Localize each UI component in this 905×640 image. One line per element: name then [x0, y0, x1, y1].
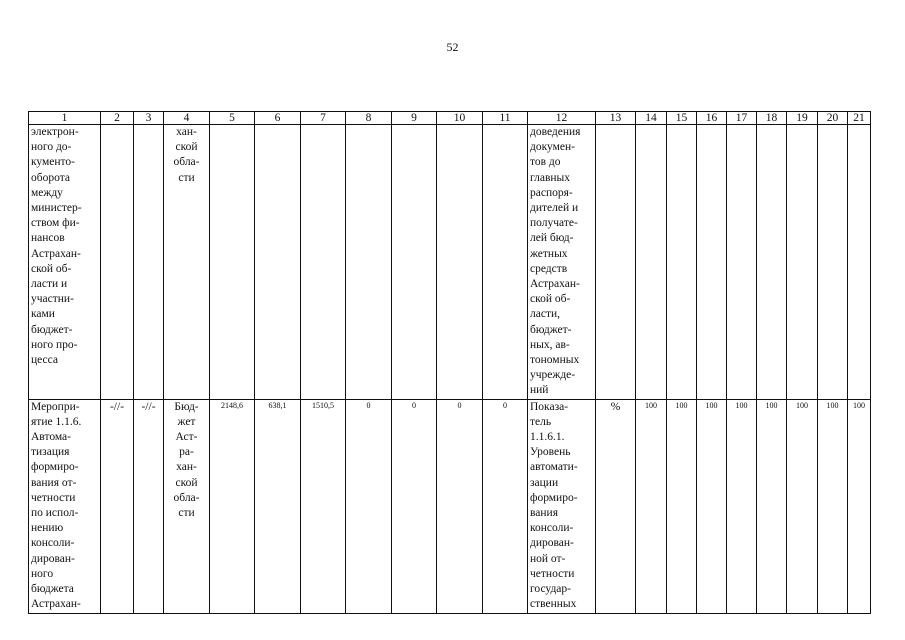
column-header: 15	[667, 112, 697, 125]
target-value-cell: 100	[787, 399, 818, 613]
column-header: 7	[301, 112, 346, 125]
table-cell	[210, 125, 255, 400]
indicator-cell: Показа- тель 1.1.6.1. Уровень автомати- зации формиро- вания консоли- дирован- ной от- четности государ- ственных	[528, 399, 596, 613]
table-row	[29, 125, 871, 400]
column-header: 21	[848, 112, 871, 125]
table-cell	[757, 125, 787, 400]
executor-cell: -//-	[101, 399, 134, 613]
program-table	[28, 111, 871, 614]
table-cell	[301, 125, 346, 400]
table-cell	[848, 125, 871, 400]
indicator-cell: доведения докумен- тов до главных распоря- дителей и получате- лей бюд- жетных средств Астрахан- ской об- ласти, бюджет- ных, ав- тономных учрежде- ний	[528, 125, 596, 400]
table-cell	[101, 125, 134, 400]
column-header: 18	[757, 112, 787, 125]
amount-cell: 0	[346, 399, 392, 613]
header-row	[29, 112, 871, 125]
column-header: 17	[727, 112, 757, 125]
term-cell: -//-	[134, 399, 164, 613]
target-value-cell: 100	[636, 399, 667, 613]
column-header: 4	[164, 112, 210, 125]
column-header: 13	[596, 112, 636, 125]
column-header: 2	[101, 112, 134, 125]
amount-cell: 0	[437, 399, 483, 613]
column-header: 5	[210, 112, 255, 125]
target-value-cell: 100	[727, 399, 757, 613]
event-name-cell: Меропри- ятие 1.1.6. Автома- тизация формиро- вания от- четности по испол- нению консоли- дирован- ного бюджета Астрахан-	[29, 399, 101, 613]
column-header: 6	[255, 112, 301, 125]
event-name-cell: электрон- ного до- кументо- оборота между министер- ством фи- нансов Астрахан- ской об- ласти и участни- ками бюджет- ного про- цесса	[29, 125, 101, 400]
table-cell	[346, 125, 392, 400]
table-cell	[596, 125, 636, 400]
amount-cell: 0	[483, 399, 528, 613]
column-header: 11	[483, 112, 528, 125]
table-cell	[636, 125, 667, 400]
table-cell	[134, 125, 164, 400]
funding-source-cell: хан- ской обла- сти	[164, 125, 210, 400]
amount-cell: 0	[392, 399, 437, 613]
column-header: 20	[818, 112, 848, 125]
column-header: 3	[134, 112, 164, 125]
column-header: 14	[636, 112, 667, 125]
table-row	[29, 399, 871, 613]
unit-cell: %	[596, 399, 636, 613]
column-header: 10	[437, 112, 483, 125]
table-cell	[483, 125, 528, 400]
page-number: 52	[446, 40, 459, 54]
table-cell	[697, 125, 727, 400]
column-header: 8	[346, 112, 392, 125]
column-header: 1	[29, 112, 101, 125]
table-cell	[392, 125, 437, 400]
target-value-cell: 100	[697, 399, 727, 613]
amount-cell: 1510,5	[301, 399, 346, 613]
target-value-cell: 100	[667, 399, 697, 613]
amount-cell: 2148,6	[210, 399, 255, 613]
table-cell	[818, 125, 848, 400]
table-cell	[255, 125, 301, 400]
table-cell	[667, 125, 697, 400]
table-cell	[437, 125, 483, 400]
column-header: 9	[392, 112, 437, 125]
target-value-cell: 100	[848, 399, 871, 613]
table-cell	[727, 125, 757, 400]
column-header: 16	[697, 112, 727, 125]
target-value-cell: 100	[757, 399, 787, 613]
funding-source-cell: Бюд- жет Аст- ра- хан- ской обла- сти	[164, 399, 210, 613]
column-header: 19	[787, 112, 818, 125]
table-cell	[787, 125, 818, 400]
amount-cell: 638,1	[255, 399, 301, 613]
target-value-cell: 100	[818, 399, 848, 613]
column-header: 12	[528, 112, 596, 125]
